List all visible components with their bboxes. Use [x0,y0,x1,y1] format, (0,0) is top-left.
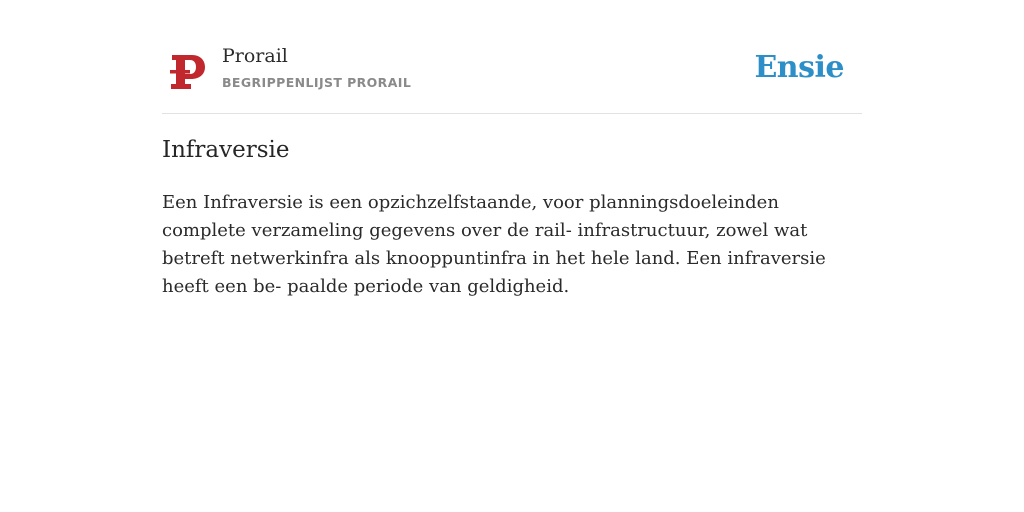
brand-subtitle[interactable]: BEGRIPPENLIJST PRORAIL [222,75,412,90]
site-header [162,0,862,114]
ensie-link[interactable]: Ensie [754,50,844,85]
term-title: Infraversie [162,137,290,163]
page [162,0,862,297]
term-definition: Een Infraversie is een opzichzelfstaande, voor planningsdoeleinden complete verzameling gegevens over de rail- infrastructuur, zowel wat betreft netwerkinfra als knooppuntinfra in het hele land. Een infraversie heeft een be- paalde periode van geldigheid. [162,192,826,297]
brand-name[interactable]: Prorail [222,45,288,67]
prorail-logo-icon[interactable] [168,50,208,94]
